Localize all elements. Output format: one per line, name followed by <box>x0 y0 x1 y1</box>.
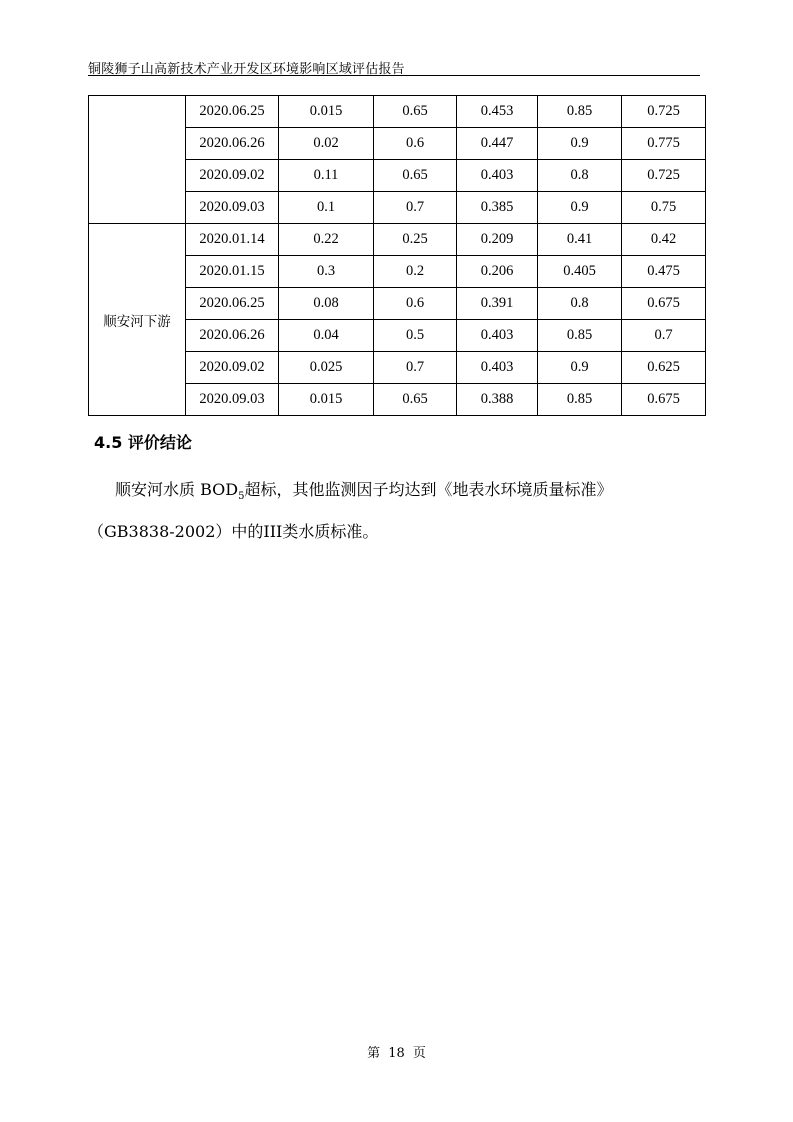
value-cell: 0.391 <box>457 288 538 320</box>
value-cell: 0.725 <box>622 96 706 128</box>
value-cell: 0.41 <box>538 224 622 256</box>
date-cell: 2020.01.14 <box>186 224 279 256</box>
date-cell: 2020.06.25 <box>186 288 279 320</box>
value-cell: 0.675 <box>622 288 706 320</box>
value-cell: 0.9 <box>538 192 622 224</box>
value-cell: 0.447 <box>457 128 538 160</box>
value-cell: 0.453 <box>457 96 538 128</box>
value-cell: 0.025 <box>279 352 374 384</box>
table-body <box>89 96 706 416</box>
monitoring-data-table <box>88 95 706 416</box>
value-cell: 0.11 <box>279 160 374 192</box>
conclusion-text-part-b: 超标，其他监测因子均达到《地表水环境质量标准》 <box>244 480 613 499</box>
site-name-cell: 顺安河下游 <box>89 224 186 416</box>
date-cell: 2020.01.15 <box>186 256 279 288</box>
table-row <box>89 96 706 128</box>
section-heading: 4.5 评价结论 <box>94 433 192 452</box>
value-cell: 0.388 <box>457 384 538 416</box>
value-cell: 0.475 <box>622 256 706 288</box>
value-cell: 0.65 <box>374 96 457 128</box>
value-cell: 0.25 <box>374 224 457 256</box>
value-cell: 0.775 <box>622 128 706 160</box>
value-cell: 0.403 <box>457 352 538 384</box>
value-cell: 0.015 <box>279 96 374 128</box>
value-cell: 0.8 <box>538 160 622 192</box>
page-footer <box>0 1042 793 1061</box>
value-cell: 0.206 <box>457 256 538 288</box>
value-cell: 0.385 <box>457 192 538 224</box>
value-cell: 0.1 <box>279 192 374 224</box>
value-cell: 0.02 <box>279 128 374 160</box>
value-cell: 0.6 <box>374 288 457 320</box>
value-cell: 0.42 <box>622 224 706 256</box>
value-cell: 0.3 <box>279 256 374 288</box>
value-cell: 0.22 <box>279 224 374 256</box>
value-cell: 0.08 <box>279 288 374 320</box>
date-cell: 2020.06.26 <box>186 128 279 160</box>
value-cell: 0.209 <box>457 224 538 256</box>
date-cell: 2020.09.03 <box>186 384 279 416</box>
value-cell: 0.75 <box>622 192 706 224</box>
page-number: 18 <box>388 1046 405 1061</box>
value-cell: 0.7 <box>622 320 706 352</box>
value-cell: 0.65 <box>374 160 457 192</box>
page-suffix: 页 <box>412 1046 426 1061</box>
conclusion-text-part-a: 顺安河水质 BOD <box>115 480 239 499</box>
date-cell: 2020.09.02 <box>186 352 279 384</box>
date-cell: 2020.06.26 <box>186 320 279 352</box>
conclusion-paragraph-line-2: （GB3838-2002）中的III类水质标准。 <box>88 522 379 541</box>
date-cell: 2020.06.25 <box>186 96 279 128</box>
value-cell: 0.405 <box>538 256 622 288</box>
document-header-title: 铜陵狮子山高新技术产业开发区环境影响区域评估报告 <box>88 62 405 77</box>
date-cell: 2020.09.02 <box>186 160 279 192</box>
value-cell: 0.625 <box>622 352 706 384</box>
value-cell: 0.8 <box>538 288 622 320</box>
value-cell: 0.6 <box>374 128 457 160</box>
value-cell: 0.9 <box>538 352 622 384</box>
header-divider <box>88 75 700 76</box>
site-name-cell <box>89 96 186 224</box>
value-cell: 0.675 <box>622 384 706 416</box>
value-cell: 0.9 <box>538 128 622 160</box>
value-cell: 0.65 <box>374 384 457 416</box>
value-cell: 0.85 <box>538 320 622 352</box>
conclusion-paragraph-line-1 <box>115 477 612 502</box>
value-cell: 0.725 <box>622 160 706 192</box>
value-cell: 0.015 <box>279 384 374 416</box>
value-cell: 0.2 <box>374 256 457 288</box>
value-cell: 0.5 <box>374 320 457 352</box>
value-cell: 0.04 <box>279 320 374 352</box>
bod-subscript: 5 <box>238 491 245 503</box>
value-cell: 0.7 <box>374 352 457 384</box>
page-prefix: 第 <box>367 1046 381 1061</box>
value-cell: 0.7 <box>374 192 457 224</box>
value-cell: 0.85 <box>538 384 622 416</box>
value-cell: 0.403 <box>457 320 538 352</box>
value-cell: 0.85 <box>538 96 622 128</box>
value-cell: 0.403 <box>457 160 538 192</box>
table-row <box>89 224 706 256</box>
date-cell: 2020.09.03 <box>186 192 279 224</box>
